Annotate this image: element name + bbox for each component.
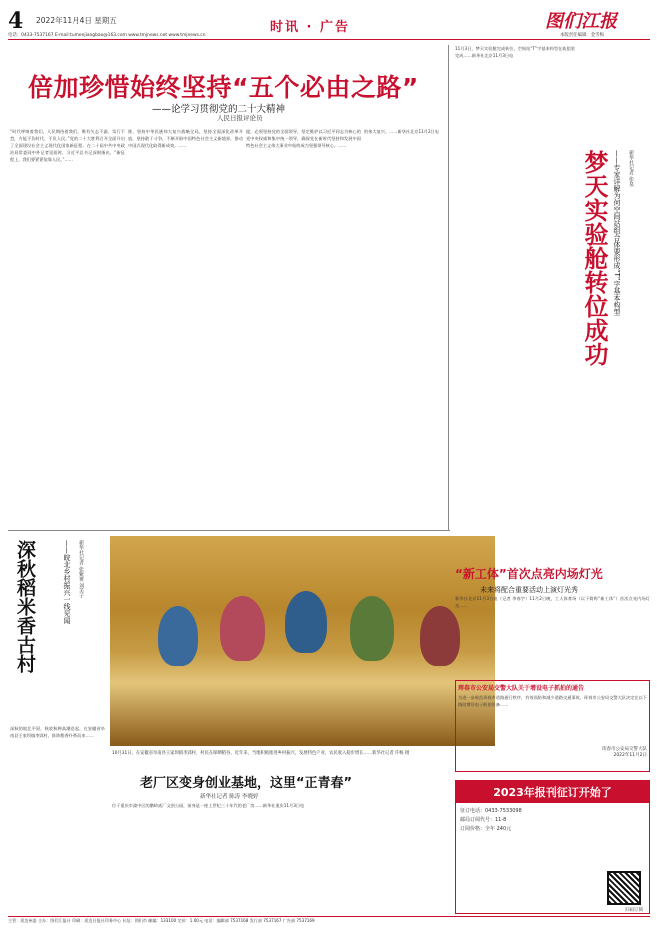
- photo-caption: 10月31日，在安徽省阜南县王家坝镇李郢村，村民在晾晒稻谷。近年来，当地积极推进乡村振兴，发展特色产业，农民收入稳步增长……新华社记者 许畅 摄: [112, 751, 410, 756]
- main-article-col-2: 推，坚持中华民族伟大复兴战略全局，坚持全面深化改革开放，坚持敢于斗争，不断开辟中国特色社会主义新境界，推动中国式现代化取得新成效。……: [128, 129, 243, 149]
- main-article-col-4: 的伟大复兴。……新华社北京11月2日电: [364, 129, 439, 134]
- right-story-text-continued: [580, 430, 650, 550]
- subscription-line: 订阅价格：全年 240元: [460, 826, 512, 832]
- column-divider: [448, 45, 449, 530]
- right-story-subheadline: ——专家详解为何空间站组合体要形成“T”字基本构型: [613, 150, 621, 316]
- photo-figure: [220, 596, 265, 661]
- traffic-police-notice: [455, 680, 650, 772]
- main-article-col-3: 提，必须坚持党的全面领导，坚定维护以习近平同志为核心的党中央权威和集中统一领导，确保党在新时代坚持和发展中国特色社会主义伟大事业中始终成为坚强领导核心。……: [246, 129, 361, 149]
- old-factory-byline: 新华社记者 陈涛 李晓婷: [200, 794, 259, 800]
- right-story-headline: 梦天实验舱转位成功: [580, 150, 608, 366]
- main-subheadline: ——论学习贯彻党的二十大精神: [152, 104, 286, 115]
- notice-text: 为进一步规范珲春市道路通行秩序，有效预防和减少道路交通事故，珲春市公安局交警大队决定在以下路段增设电子抓拍设备……: [458, 695, 647, 708]
- new-workers-stadium-text: 新华社北京11月3日电（记者 李春字）11月2日晚，工人体育场（以下简称“新工体”）首次点亮内场灯光……: [455, 596, 650, 609]
- notice-title: 珲春市公安局交警大队关于增设电子抓拍的通告: [458, 685, 585, 692]
- newspaper-logo: 图们江报: [545, 11, 617, 32]
- section-title: 时讯 · 广告: [270, 20, 350, 35]
- right-story-byline: 新华社记者 张泉: [628, 150, 634, 187]
- main-author: 人民日报评论员: [217, 114, 263, 122]
- new-workers-stadium-headline: “新工体”首次点亮内场灯光: [455, 567, 603, 581]
- photo-figure: [285, 591, 327, 653]
- qr-code-icon: [607, 871, 641, 905]
- old-factory-headline: 老厂区变身创业基地，这里“正青春”: [140, 776, 353, 791]
- left-story-subheadline: ——皖北乡村振兴一线见闻: [63, 540, 71, 624]
- page-number: 4: [8, 8, 24, 34]
- left-story-headline: 深秋稻米香古村: [14, 540, 36, 673]
- photo-figure: [420, 606, 460, 666]
- editor-credit: 本版责任编辑：金雪梅: [560, 33, 604, 38]
- notice-signature: 珲春市公安局交警大队: [602, 747, 647, 752]
- subscription-details: [456, 803, 649, 838]
- left-story-text: 深秋的皖北平原，秋收秋种高潮迭起。在安徽省阜南县王家坝镇李郢村，阵阵稻香扑鼻而来……: [10, 726, 105, 739]
- photo-figure: [350, 596, 394, 661]
- issue-date: 2022年11月4日 星期五: [36, 16, 117, 25]
- subscription-ad: [455, 780, 650, 914]
- photo-figure: [158, 606, 198, 666]
- footer-info: 主管：延边州委 主办：图们江报社 印刷：延边日报社印务中心 社址：图们市 邮编：133100 定价：1.00元 电话：编辑部 7537168 发行部 7537167 广告部 7537169: [8, 916, 650, 930]
- new-workers-stadium-subheadline: 未来将配合重要活动上演灯光秀: [480, 586, 578, 594]
- main-article-col-1: “时代呼唤着我们，人民期待着我们，唯有矢志不渝、笃行不怠，方能不负时代、不负人民。”党的二十大胜利召开全面开启了全面建设社会主义现代化国家新征程。在二十届中共中央政治局常委同中外记者见面时，习近平总书记深刻指出，“新征程上，我们要紧紧依靠人民。”……: [10, 129, 125, 163]
- left-story-byline: 新华社记者 张紫赟 刘美子: [78, 540, 84, 599]
- section-divider: [8, 530, 450, 531]
- qr-label: 扫码订阅: [625, 908, 643, 913]
- subscription-line: 征订电话：0433-7533098: [460, 808, 522, 814]
- harvest-photo: [110, 536, 495, 746]
- old-factory-text: 位于重庆市渝中区的鹅岭贰厂文创公园，前身是一座上世纪三十年代的老厂房……新华社重庆11月3日电: [112, 803, 305, 808]
- notice-date: 2022年11月2日: [613, 753, 647, 758]
- contact-info: 电话：0433-7537167 E-mail:tumenjiangbao@163.com www.tmjnews.net www.tmjnews.cn: [8, 33, 206, 38]
- right-story-text: 11月3日，梦天实验舱完成转位，空间站“T”字基本构型在轨组装完成……新华社北京11月3日电: [455, 46, 575, 59]
- main-headline: 倍加珍惜始终坚持“五个必由之路”: [28, 73, 419, 102]
- subscription-line: 邮局订阅代号：11-8: [460, 817, 507, 823]
- subscription-title: 2023年报刊征订开始了: [456, 781, 649, 803]
